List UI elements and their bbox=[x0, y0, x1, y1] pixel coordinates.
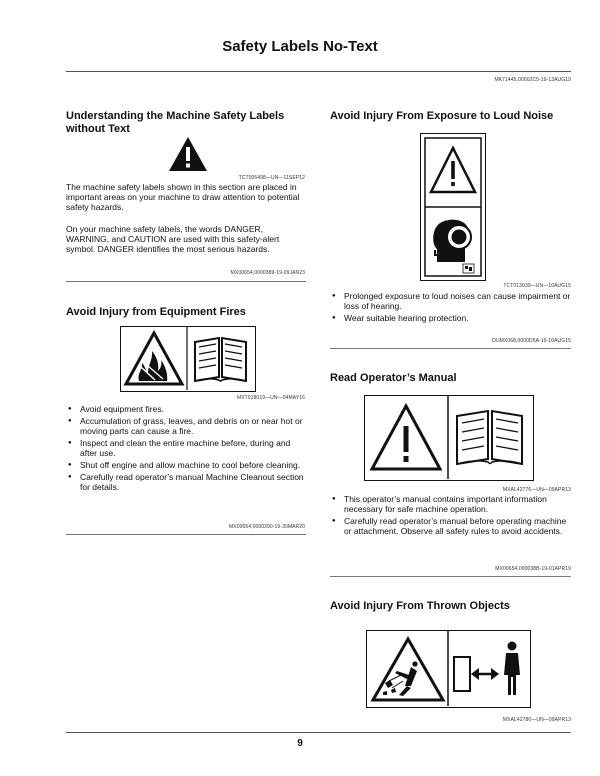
section-divider bbox=[66, 534, 306, 535]
bullet-list bbox=[330, 291, 575, 325]
bullet-item: ● Wear suitable hearing protection. bbox=[330, 313, 575, 323]
page-title: Safety Labels No-Text bbox=[222, 38, 378, 55]
image-code: MXT018019—UN—04MAY16 bbox=[236, 395, 305, 401]
doc-code: MX00654,0000390-19-30MAR20 bbox=[229, 524, 305, 530]
bullet-item: ● Inspect and clean the entire machine before, during and after use. bbox=[66, 438, 306, 458]
footer-rule bbox=[66, 732, 571, 733]
safety-alert-symbol-icon bbox=[168, 136, 208, 172]
header-rule bbox=[66, 71, 571, 72]
image-code: TCT013039—UN—10AUG15 bbox=[503, 283, 571, 289]
bullet-item: ● Accumulation of grass, leaves, and debris on or near hot or moving parts can cause a fire. bbox=[66, 416, 306, 436]
section-divider bbox=[66, 281, 306, 282]
section-heading: Avoid Injury from Equipment Fires bbox=[66, 306, 246, 318]
bullet-item: ● Shut off engine and allow machine to cool before cleaning. bbox=[66, 460, 306, 470]
body-paragraph: On your machine safety labels, the words DANGER, WARNING, and CAUTION are used with this safety-alert symbol. DANGER identifies the most serious hazards. bbox=[66, 224, 280, 254]
read-manual-label bbox=[364, 395, 534, 481]
image-code: MXAL42776—UN—09APR13 bbox=[502, 487, 571, 493]
body-paragraph: The machine safety labels shown in this section are placed in important areas on your machine to draw attention to potential safety hazards. bbox=[66, 182, 300, 212]
bullet-item: ● Carefully read operator’s manual Machine Cleanout section for details. bbox=[66, 472, 306, 492]
section-heading: Avoid Injury From Exposure to Loud Noise bbox=[330, 110, 554, 122]
header-code: MK71445,00002C5-19-13AUG19 bbox=[494, 77, 571, 83]
doc-code: MX00654,000038B-19-01APR19 bbox=[495, 566, 571, 572]
image-code: TCT005498—UN—11SEP12 bbox=[238, 175, 305, 181]
bullet-item: ● Avoid equipment fires. bbox=[66, 404, 306, 414]
fire-warning-label bbox=[120, 326, 256, 392]
bullet-list bbox=[66, 404, 306, 494]
thrown-objects-label bbox=[366, 630, 531, 708]
doc-code: OUMX068,0000D5A-19-10AUG15 bbox=[491, 338, 571, 344]
section-heading: Avoid Injury From Thrown Objects bbox=[330, 600, 510, 612]
section-divider bbox=[330, 348, 571, 349]
page-number: 9 bbox=[297, 738, 303, 749]
loud-noise-label bbox=[420, 133, 486, 281]
doc-code: MX00654,0000389-19-09JAN23 bbox=[230, 270, 305, 276]
bullet-item: ● Prolonged exposure to loud noises can cause impairment or loss of hearing. bbox=[330, 291, 575, 311]
section-heading: Read Operator’s Manual bbox=[330, 372, 457, 384]
section-heading: Understanding the Machine Safety Labels without Text bbox=[66, 110, 285, 135]
bullet-item: ● This operator’s manual contains important information necessary for safe machine operation. bbox=[330, 494, 575, 514]
bullet-item: ● Carefully read operator’s manual before operating machine or attachment. Observe all safety rules to avoid accidents. bbox=[330, 516, 575, 536]
image-code: MXAL42780—UN—09APR13 bbox=[502, 717, 571, 723]
section-divider bbox=[330, 576, 571, 577]
bullet-list bbox=[330, 494, 575, 538]
